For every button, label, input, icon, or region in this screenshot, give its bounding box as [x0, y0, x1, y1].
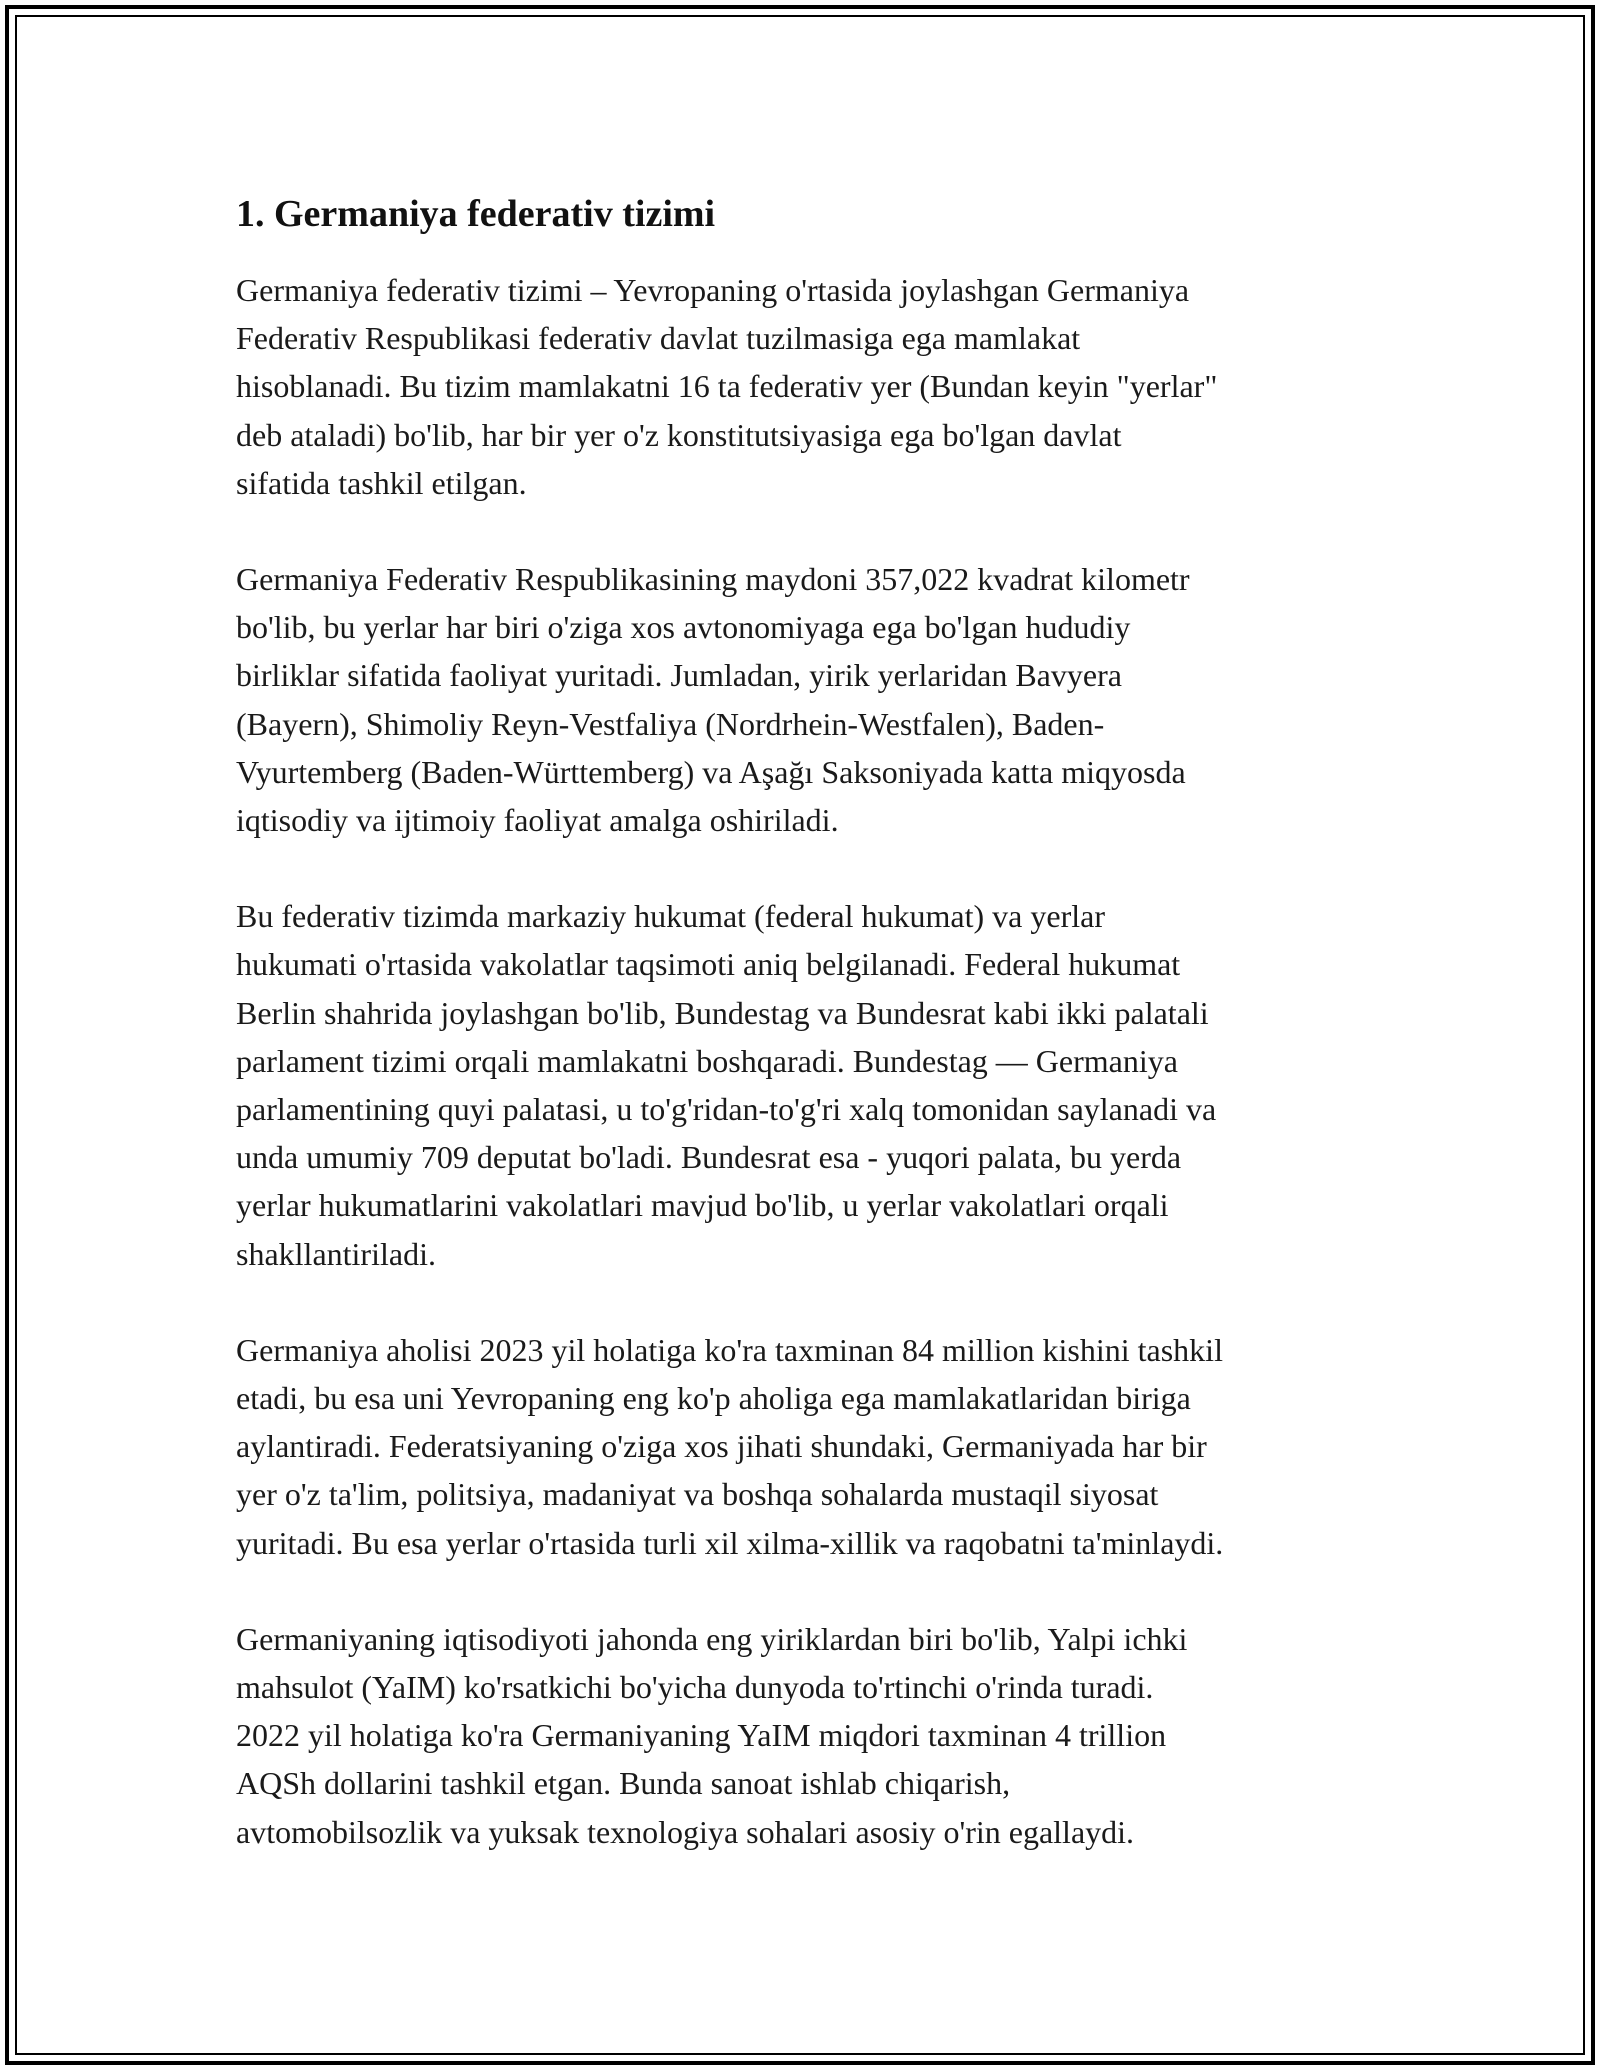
text-line: mahsulot (YaIM) ko'rsatkichi bo'yicha dunyoda to'rtinchi o'rinda turadi. — [236, 1669, 1154, 1706]
text-line: unda umumiy 709 deputat bo'ladi. Bundesrat esa - yuqori palata, bu yerda — [236, 1139, 1182, 1176]
text-line: bo'lib, bu yerlar har biri o'ziga xos avtonomiyaga ega bo'lgan hududiy — [236, 609, 1131, 646]
paragraph-intro — [236, 266, 1386, 507]
text-line: shakllantiriladi. — [236, 1235, 436, 1272]
text-line: yerlar hukumatlarini vakolatlari mavjud bo'lib, u yerlar vakolatlari orqali — [236, 1187, 1169, 1224]
text-line: Germaniya federativ tizimi – Yevropaning o'rtasida joylashgan Germaniya — [236, 272, 1190, 308]
text-line: hukumati o'rtasida vakolatlar taqsimoti aniq belgilanadi. Federal hukumat — [236, 946, 1181, 983]
document-body — [236, 188, 1386, 1904]
text-line: Bu federativ tizimda markaziy hukumat (federal hukumat) va yerlar — [236, 898, 1105, 935]
text-line: sifatida tashkil etilgan. — [236, 464, 527, 501]
section-heading: 1. Germaniya federativ tizimi — [236, 193, 716, 235]
text-line: birliklar sifatida faoliyat yuritadi. Jumladan, yirik yerlaridan Bavyera — [236, 657, 1122, 694]
paragraph-population — [236, 1326, 1386, 1567]
text-line: (Bayern), Shimoliy Reyn-Vestfaliya (Nordrhein-Westfalen), Baden- — [236, 705, 1105, 742]
text-line: deb ataladi) bo'lib, har bir yer o'z konstitutsiyasiga ega bo'lgan davlat — [236, 416, 1122, 453]
text-line: iqtisodiy va ijtimoiy faoliyat amalga oshiriladi. — [236, 802, 839, 839]
text-line: hisoblanadi. Bu tizim mamlakatni 16 ta federativ yer (Bundan keyin "yerlar" — [236, 368, 1218, 405]
text-line: Germaniya Federativ Respublikasining maydoni 357,022 kvadrat kilometr — [236, 561, 1190, 598]
text-line: Federativ Respublikasi federativ davlat tuzilmasiga ega mamlakat — [236, 320, 1081, 357]
text-line: Berlin shahrida joylashgan bo'lib, Bundestag va Bundesrat kabi ikki palatali — [236, 994, 1209, 1031]
paragraph-area — [236, 555, 1386, 844]
text-line: yuritadi. Bu esa yerlar o'rtasida turli xil xilma-xillik va raqobatni ta'minlaydi. — [236, 1524, 1224, 1561]
text-line: 2022 yil holatiga ko'ra Germaniyaning YaIM miqdori taxminan 4 trillion — [236, 1717, 1167, 1754]
text-line: yer o'z ta'lim, politsiya, madaniyat va boshqa sohalarda mustaqil siyosat — [236, 1476, 1159, 1513]
text-line: Germaniya aholisi 2023 yil holatiga ko'ra taxminan 84 million kishini tashkil — [236, 1331, 1223, 1368]
text-line: parlament tizimi orqali mamlakatni boshqaradi. Bundestag — Germaniya — [236, 1042, 1178, 1079]
text-line: Germaniyaning iqtisodiyoti jahonda eng yiriklardan biri bo'lib, Yalpi ichki — [236, 1620, 1188, 1657]
paragraph-government — [236, 892, 1386, 1278]
text-line: AQSh dollarini tashkil etgan. Bunda sanoat ishlab chiqarish, — [236, 1765, 1011, 1802]
paragraph-economy — [236, 1615, 1386, 1856]
text-line: aylantiradi. Federatsiyaning o'ziga xos jihati shundaki, Germaniyada har bir — [236, 1428, 1207, 1465]
text-line: etadi, bu esa uni Yevropaning eng ko'p aholiga ega mamlakatlaridan biriga — [236, 1380, 1191, 1417]
text-line: parlamentining quyi palatasi, u to'g'ridan-to'g'ri xalq tomonidan saylanadi va — [236, 1091, 1217, 1128]
text-line: avtomobilsozlik va yuksak texnologiya sohalari asosiy o'rin egallaydi. — [236, 1813, 1135, 1850]
text-line: Vyurtemberg (Baden-Württemberg) va Aşağı Saksoniyada katta miqyosda — [236, 753, 1186, 790]
